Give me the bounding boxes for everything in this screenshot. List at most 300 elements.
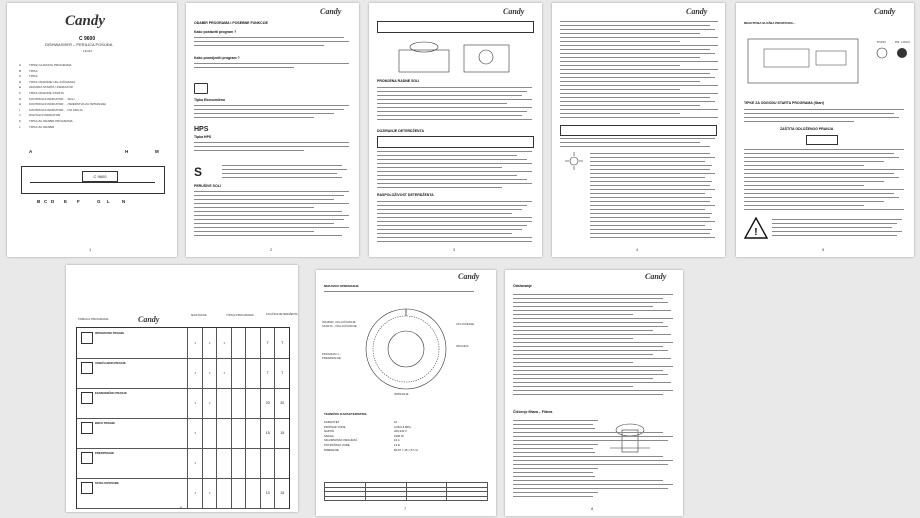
text-line (513, 346, 663, 347)
spec-label: NAPON (324, 429, 334, 434)
text-line (513, 322, 663, 323)
spec-value: 10 A (394, 438, 400, 443)
spec-cell (325, 496, 366, 501)
toc-label: KONTROLNI INDIKATOR ... (SREDSTVA ZA ISPIRANJE) (29, 102, 107, 107)
text-line (590, 225, 705, 226)
text-line (377, 213, 512, 214)
text-line (194, 211, 342, 212)
spec-cell (406, 496, 447, 501)
text-line (513, 362, 633, 363)
table-cell: • (216, 358, 232, 388)
callout-letter: A (29, 149, 33, 154)
text-line (513, 488, 668, 489)
program-dial-illustration (356, 304, 456, 394)
table-cell (245, 418, 261, 448)
text-line (744, 121, 854, 122)
dishwasher-panel-drawing (21, 166, 165, 194)
text-line (377, 171, 532, 172)
page-number: 8 (591, 506, 594, 511)
spec-label: SIGURNOSNI OSIGURAČ (324, 438, 358, 443)
callout-letter: M (155, 149, 159, 154)
text-line (772, 227, 892, 228)
text-line (560, 89, 680, 90)
text-line (560, 21, 718, 22)
toc-label: TIPKA ODGODE STARTA (29, 90, 64, 95)
brand-logo: Candy (645, 272, 667, 281)
text-line (744, 201, 884, 202)
text-line (194, 67, 294, 68)
spec-value: 82-87 × 45 × 57 cm (394, 447, 419, 452)
table-cell (231, 388, 247, 418)
section-heading: Čišćenje filtara – Filtera (513, 410, 553, 414)
page-heading: NEDAVNO OPREMANJE (324, 284, 359, 288)
text-line (590, 177, 705, 178)
toc-letter: A (19, 63, 22, 67)
text-line (377, 107, 532, 108)
text-line (560, 69, 718, 70)
text-line (513, 306, 653, 307)
text-line (513, 326, 668, 327)
manual-page-4 (552, 3, 725, 257)
text-line (377, 205, 527, 206)
table-cell (274, 448, 290, 478)
table-cell: 10 (260, 478, 276, 508)
text-line (377, 155, 517, 156)
table-cell (202, 418, 218, 448)
icon-label: PUNO (877, 40, 886, 44)
text-line (560, 138, 715, 139)
callout-letter: E (64, 199, 68, 204)
text-line (377, 221, 532, 222)
table-cell: T (274, 358, 290, 388)
text-line (590, 165, 712, 166)
svg-text:!: ! (754, 227, 758, 238)
table-title: TABLICA PROGRAMA (78, 317, 109, 321)
text-line (377, 91, 527, 92)
text-line (222, 169, 347, 170)
text-line (513, 448, 593, 449)
text-line (194, 215, 349, 216)
text-line (513, 390, 673, 391)
text-line (513, 432, 663, 433)
page-heading: Održavanje (513, 284, 532, 288)
text-line (772, 231, 902, 232)
text-line (744, 173, 894, 174)
text-line (513, 394, 663, 395)
program-name: INTENZIVNO PRANJE (95, 331, 125, 335)
warning-box (377, 136, 534, 148)
table-cell (231, 478, 247, 508)
table-cell: T (260, 328, 276, 358)
timer-display-icon (806, 135, 838, 145)
manual-page-3 (369, 3, 542, 257)
toc-letter: E (19, 85, 22, 90)
text-line (744, 177, 899, 178)
table-cell: • (216, 328, 232, 358)
toc-label: TIPKA ZA ODABIR (29, 124, 55, 129)
toc-letter: D (19, 79, 22, 84)
text-line (513, 318, 673, 319)
text-line (744, 157, 899, 158)
spec-cell (447, 496, 488, 501)
text-line (744, 153, 894, 154)
text-line (590, 237, 715, 238)
text-line (377, 241, 532, 242)
text-line (513, 484, 673, 485)
text-line (560, 41, 680, 42)
callout-letter: B (37, 199, 41, 204)
hps-logo: HPS (194, 126, 209, 133)
note-box (560, 125, 717, 136)
text-line (560, 97, 710, 98)
toc-label: KONTROLNI INDIKATOR ... DO KRAJA (29, 107, 83, 112)
table-row (77, 418, 289, 449)
text-line (194, 195, 344, 196)
page-heading: ODABIR PROGRAMA I POSEBNE FUNKCIJE (194, 21, 268, 25)
toc-label: DIGITALNI INDIKATOR (29, 113, 61, 118)
spec-value: 1900 W (394, 433, 404, 438)
text-line (513, 330, 653, 331)
text-line (513, 440, 668, 441)
text-line (560, 73, 710, 74)
text-line (377, 201, 532, 202)
text-line (590, 169, 710, 170)
brand-logo: Candy (503, 7, 525, 16)
text-line (590, 181, 712, 182)
icon-label: PR. LOGO (895, 40, 910, 44)
text-line (560, 117, 718, 118)
section-heading: Tipka Ekonomično (194, 98, 226, 102)
spec-table (324, 482, 488, 501)
text-line (194, 227, 349, 228)
table-cell: 20 (260, 388, 276, 418)
text-line (513, 294, 673, 295)
table-cell (245, 478, 261, 508)
text-line (377, 99, 532, 100)
section-heading: RASPOLOŽIVOST DETERDŽENTA (377, 193, 434, 197)
text-line (513, 420, 598, 421)
text-line (377, 111, 527, 112)
text-line (377, 209, 522, 210)
text-line (377, 179, 527, 180)
text-line (377, 87, 532, 88)
table-cell: • (187, 358, 203, 388)
text-line (377, 217, 532, 218)
text-line (194, 223, 334, 224)
program-name: PREDPRANJE (95, 451, 115, 455)
toc-label: TIPKA ODGODE/ UKLJUČIVANJA (29, 79, 76, 84)
text-line (222, 173, 337, 174)
text-line (194, 231, 314, 232)
page-number: 6 (180, 505, 183, 510)
column-group-header: TIPKA PROGRAMA (226, 313, 254, 317)
note-box (377, 21, 534, 33)
text-line (324, 291, 474, 292)
text-line (744, 149, 904, 150)
text-line (560, 113, 680, 114)
text-line (513, 444, 598, 445)
page-number: 5 (822, 247, 825, 252)
text-line (377, 175, 517, 176)
manual-page-1 (7, 3, 177, 257)
text-line (560, 29, 715, 30)
manual-page-2 (186, 3, 359, 257)
text-line (513, 342, 673, 343)
text-line (513, 472, 593, 473)
text-line (560, 101, 715, 102)
table-cell: T (260, 358, 276, 388)
text-line (194, 207, 314, 208)
table-cell (231, 418, 247, 448)
text-line (560, 49, 710, 50)
text-line (513, 298, 663, 299)
table-cell: • (187, 448, 203, 478)
page-heading: REAKTIVNA SLUŽBA PROIZVODA... (744, 21, 796, 25)
brand-logo: Candy (65, 13, 106, 29)
toc-letter: K (19, 118, 22, 123)
text-line (560, 109, 718, 110)
manual-page-6 (66, 265, 298, 512)
salt-icon: S (194, 165, 203, 179)
text-line (772, 219, 902, 220)
text-line (513, 492, 598, 493)
section-heading: Kako postaviti program ? (194, 30, 237, 34)
table-cell (245, 358, 261, 388)
panel-buttons (30, 182, 155, 189)
section-heading: DOZIRANJE DETERDŽENTA (377, 129, 424, 133)
spec-value: 12 (394, 420, 398, 424)
text-line (560, 57, 700, 58)
dial-label: ODABIR I UKLJUČIVANJE STARTA – ISKLJUČIVANJE (322, 320, 357, 329)
program-icon (81, 392, 93, 404)
program-name: STAKLO/POSUĐE (95, 481, 119, 485)
table-cell: 15 (274, 478, 290, 508)
text-line (744, 181, 884, 182)
brand-logo: Candy (138, 315, 160, 324)
page-number: 7 (404, 506, 407, 511)
text-line (377, 163, 532, 164)
table-cell (245, 448, 261, 478)
toc-letter: G (19, 96, 22, 101)
page-number: 3 (453, 247, 456, 252)
text-line (560, 33, 700, 34)
table-cell: • (202, 328, 218, 358)
toc-letter: I (19, 107, 20, 112)
text-line (194, 199, 334, 200)
spec-label: KAPACITET (324, 420, 340, 424)
table-cell: • (202, 388, 218, 418)
text-line (590, 229, 712, 230)
toc-letter: F (19, 90, 21, 95)
text-line (590, 217, 710, 218)
table-cell (231, 328, 247, 358)
spec-list (324, 420, 484, 452)
table-cell: • (187, 418, 203, 448)
text-line (513, 382, 671, 383)
callout-letter: H (125, 149, 129, 154)
program-icon (81, 452, 93, 464)
eco-icon (194, 83, 208, 94)
text-line (744, 113, 894, 114)
text-line (744, 161, 884, 162)
page-number: 2 (270, 247, 273, 252)
table-cell (216, 418, 232, 448)
toc-label: TIPKA (29, 74, 38, 79)
text-line (560, 93, 718, 94)
text-line (744, 185, 864, 186)
table-cell: • (187, 328, 203, 358)
callout-letter: C (44, 199, 48, 204)
table-cell (260, 448, 276, 478)
text-line (194, 45, 324, 46)
program-name: UOBIČAJENO PRANJE (95, 361, 126, 365)
table-cell (216, 478, 232, 508)
text-line (744, 209, 904, 210)
text-line (513, 374, 668, 375)
text-line (560, 85, 718, 86)
section-heading: PERUŠIVE SOLI (194, 184, 221, 188)
page-number: 1 (89, 247, 92, 252)
text-line (590, 201, 710, 202)
text-line (513, 452, 595, 453)
program-icon (81, 482, 93, 494)
warning-triangle-icon (744, 217, 768, 239)
text-line (560, 142, 700, 143)
program-icon (81, 332, 93, 344)
spec-cell (365, 496, 406, 501)
section-heading: ZAŠTITA ODLOŽENOG PRANJA (780, 127, 834, 131)
toc-label: TIPKE GLAVNOG PROGRAMA (29, 63, 72, 67)
text-line (560, 105, 700, 106)
text-line (513, 338, 633, 339)
program-icon (81, 362, 93, 374)
text-line (590, 205, 715, 206)
toc-label: ODGODA STARTA / INDIKATOR (29, 85, 73, 90)
text-line (590, 221, 715, 222)
text-line (194, 109, 344, 110)
toc-item (19, 125, 169, 131)
text-line (513, 424, 593, 425)
spec-label: POTROŠNJA VODE (324, 442, 350, 447)
text-line (744, 109, 904, 110)
program-name: EKONOMIČNO PRANJE (95, 391, 127, 395)
text-line (560, 65, 680, 66)
column-group-header: KOLIČINA DETERDŽENTA (266, 313, 298, 316)
text-line (194, 146, 349, 147)
callout-letter: N (122, 199, 126, 204)
dial-label: UKLJUČENJE (456, 322, 475, 326)
table-cell (245, 388, 261, 418)
table-cell (231, 358, 247, 388)
text-line (560, 53, 715, 54)
table-cell: • (187, 478, 203, 508)
toc-letter: L (19, 124, 21, 129)
text-line (513, 314, 633, 315)
text-line (377, 183, 532, 184)
text-line (377, 167, 502, 168)
text-line (513, 358, 671, 359)
table-cell (245, 328, 261, 358)
dial-label: ISPIRANJE (394, 392, 409, 396)
text-line (194, 105, 349, 106)
text-line (222, 177, 342, 178)
text-line (377, 103, 507, 104)
text-line (513, 302, 668, 303)
table-cell: • (202, 478, 218, 508)
table-cell (216, 448, 232, 478)
text-line (194, 41, 349, 42)
text-line (590, 213, 712, 214)
table-cell (202, 448, 218, 478)
text-line (194, 219, 344, 220)
table-of-contents (19, 63, 169, 130)
table-cell (216, 388, 232, 418)
page-number: 4 (636, 247, 639, 252)
dial-label: PROGRAM 1 – PREDPRANJE (322, 352, 342, 361)
section-heading: Tipka HPS (194, 135, 212, 139)
text-line (560, 146, 710, 147)
manual-page-7 (316, 270, 496, 516)
table-cell: T (274, 328, 290, 358)
model-title: C 9600 (79, 36, 96, 42)
spec-label: SNAGA (324, 433, 334, 438)
text-line (590, 209, 705, 210)
spec-value: 13 lit (394, 442, 400, 447)
text-line (194, 150, 304, 151)
toc-letter: C (19, 74, 22, 79)
text-line (590, 197, 712, 198)
text-line (377, 159, 527, 160)
spec-row (324, 448, 484, 453)
text-line (744, 197, 899, 198)
text-line (560, 61, 718, 62)
text-line (377, 95, 522, 96)
section-heading: TIPKE ZA ODGODU STARTA PROGRAMA (Start) (744, 101, 824, 105)
spec-value: 220-240 V (394, 429, 407, 434)
text-line (513, 354, 653, 355)
text-line (194, 203, 349, 204)
text-line (590, 233, 710, 234)
section-heading: PROMJENA RADNE SOLI (377, 79, 420, 83)
text-line (744, 117, 899, 118)
table-row (77, 478, 289, 509)
spec-label: DIMENZIJE (324, 447, 339, 452)
text-line (772, 223, 897, 224)
text-line (560, 37, 718, 38)
text-line (194, 37, 344, 38)
text-line (772, 235, 897, 236)
text-line (377, 151, 532, 152)
text-line (377, 233, 512, 234)
text-line (513, 378, 653, 379)
manual-page-5 (736, 3, 914, 257)
program-name: BRZO PRANJE (95, 421, 116, 425)
salt-filling-illustration (389, 35, 519, 75)
table-cell (231, 448, 247, 478)
text-line (194, 117, 314, 118)
table-cell: 15 (274, 418, 290, 448)
table-cell: 30 (274, 388, 290, 418)
brand-logo: Candy (874, 7, 896, 16)
table-row (77, 328, 289, 359)
text-line (377, 229, 522, 230)
table-row (77, 358, 289, 389)
text-line (590, 185, 710, 186)
text-line (744, 165, 864, 166)
text-line (513, 366, 673, 367)
brand-logo: Candy (458, 272, 480, 281)
model-code: LFU11 (83, 49, 93, 53)
